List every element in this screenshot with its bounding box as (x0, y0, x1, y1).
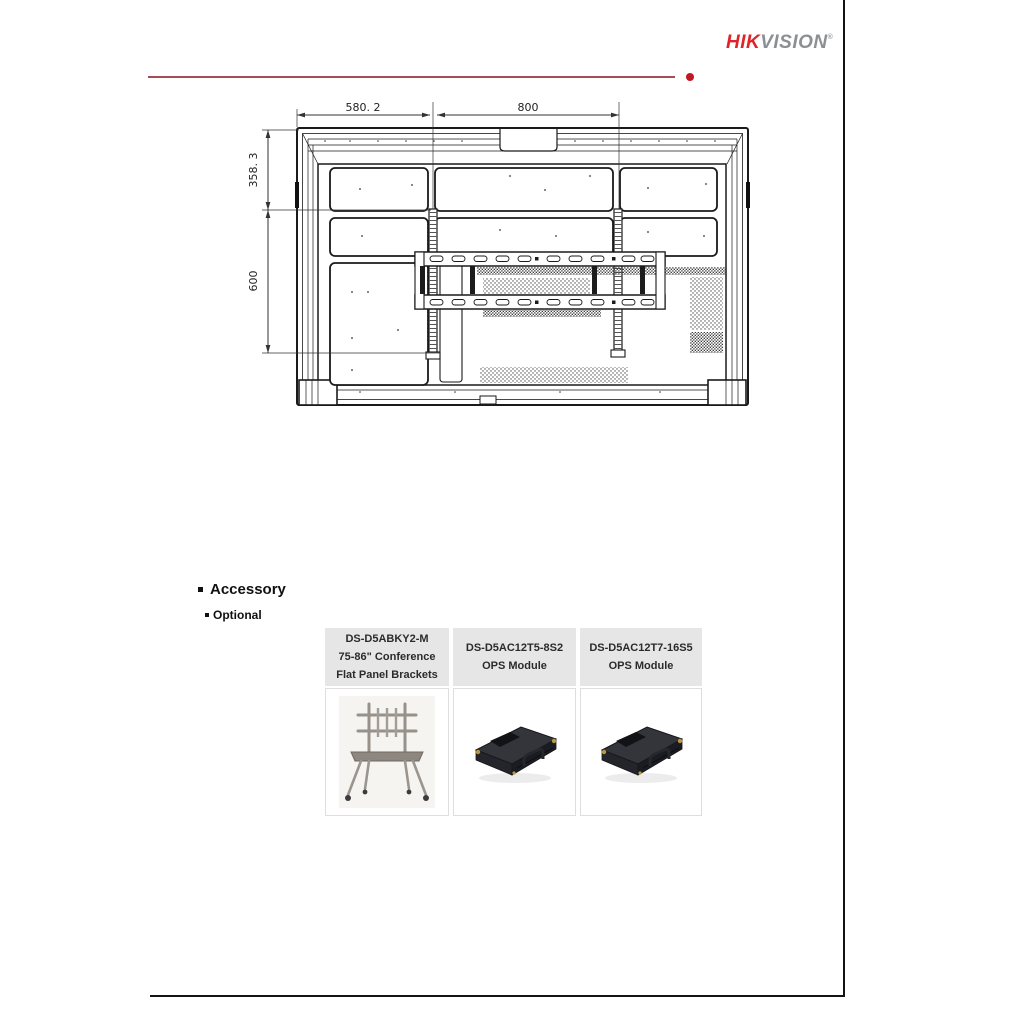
optional-subheading-text: Optional (213, 608, 262, 622)
logo-hik-text: HIK (726, 32, 761, 53)
header-rule-dot-icon (686, 73, 694, 81)
dimension-label-600: 600 (247, 270, 260, 292)
accessory-cell-brackets (325, 688, 449, 816)
rear-panel-dimension-diagram (240, 95, 780, 435)
header-rule (148, 76, 675, 78)
accessory-header-brackets (325, 628, 449, 686)
logo-vision-text: VISION (760, 32, 828, 53)
model-desc: OPS Module (608, 660, 674, 672)
ops-module-image (467, 710, 563, 794)
page-border-bottom (150, 995, 845, 997)
dimension-label-358-3: 358. 3 (247, 152, 260, 188)
bullet-square-icon (198, 587, 203, 592)
model-name: DS-D5AC12T7-16S5 (589, 642, 693, 654)
floor-stand-image (339, 696, 435, 808)
ops-module-image (593, 710, 689, 794)
model-name: DS-D5AC12T5-8S2 (465, 642, 564, 654)
model-desc: 75-86" Conference (338, 651, 436, 663)
dimension-label-800: 800 (517, 101, 539, 114)
optional-subheading (205, 608, 262, 622)
registered-trademark-icon: ® (827, 34, 834, 41)
bullet-square-icon (205, 613, 209, 617)
accessory-cell-ops1 (453, 688, 576, 816)
model-desc: OPS Module (482, 660, 547, 672)
hikvision-logo (726, 32, 833, 54)
model-desc: Flat Panel Brackets (336, 669, 438, 681)
model-name: DS-D5ABKY2-M (345, 633, 429, 645)
accessory-heading-text: Accessory (210, 581, 286, 598)
accessory-table (325, 628, 702, 816)
accessory-header-ops2 (580, 628, 702, 686)
accessory-header-ops1 (453, 628, 576, 686)
accessory-heading (198, 581, 286, 598)
dimension-label-580-2: 580. 2 (345, 101, 381, 114)
page-border-right (843, 0, 845, 997)
accessory-cell-ops2 (580, 688, 702, 816)
